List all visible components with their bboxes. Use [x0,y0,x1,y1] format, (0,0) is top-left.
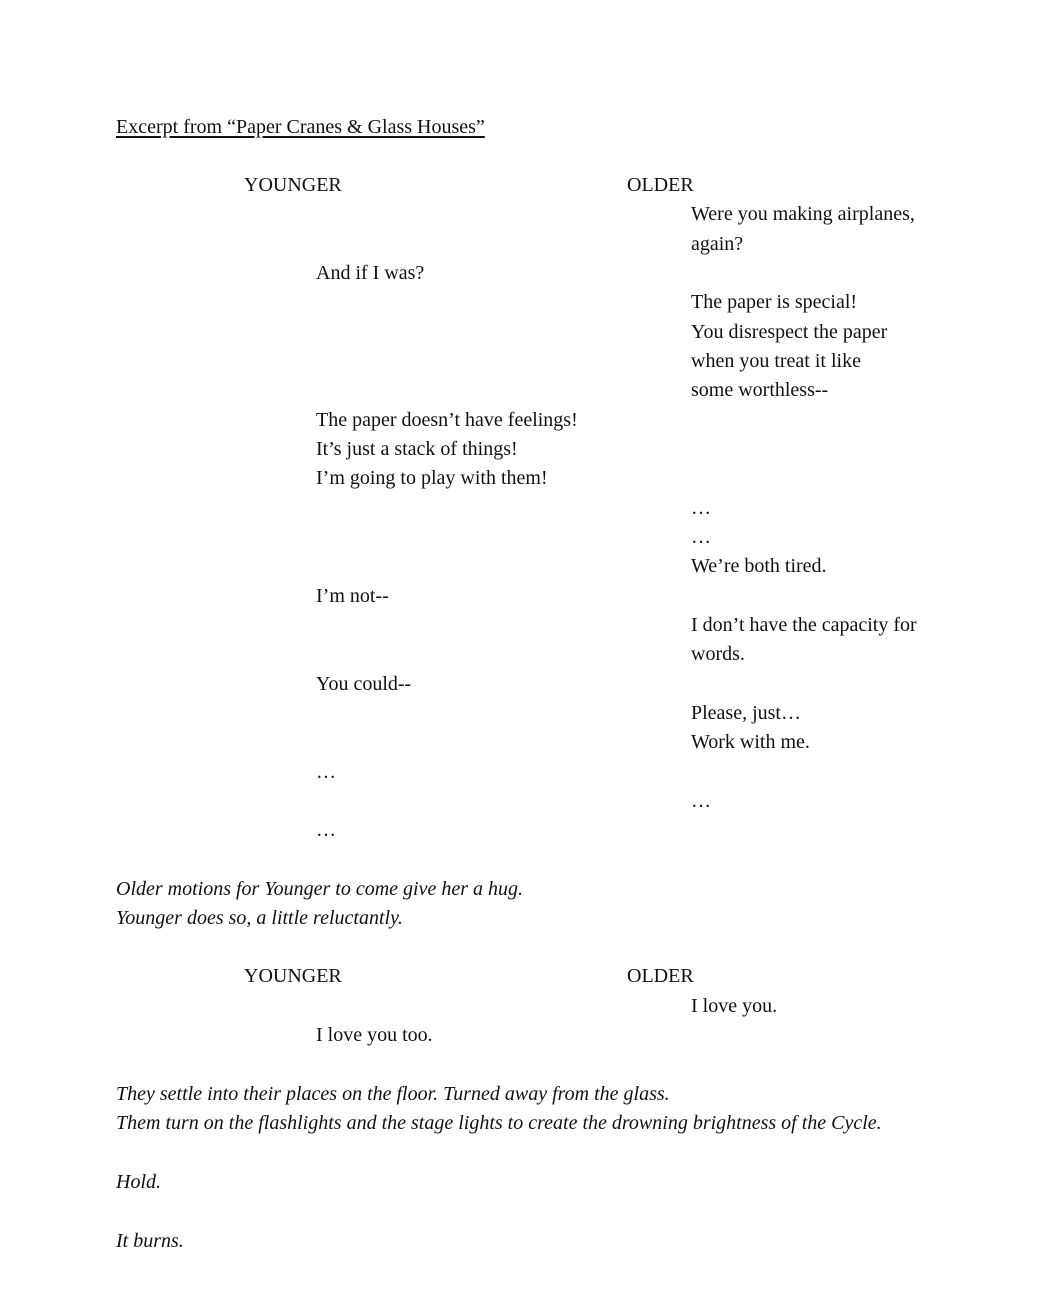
younger-line: I love you too. [316,1024,433,1046]
younger-line: I’m going to play with them! [316,467,548,489]
character-younger: YOUNGER [244,965,342,987]
character-younger: YOUNGER [244,174,342,196]
younger-line: … [316,761,336,783]
stage-direction: They settle into their places on the floor. Turned away from the glass. [116,1083,670,1105]
older-line: Work with me. [691,731,810,753]
older-line: words. [691,643,745,665]
older-line: The paper is special! [691,291,858,313]
younger-line: It’s just a stack of things! [316,438,518,460]
older-line: We’re both tired. [691,555,827,577]
stage-direction: Younger does so, a little reluctantly. [116,907,403,929]
younger-line: And if I was? [316,262,425,284]
older-line: when you treat it like [691,350,861,372]
older-line: … [691,526,711,548]
younger-line: I’m not-- [316,585,389,607]
older-line: You disrespect the paper [691,321,888,343]
older-line: Please, just… [691,702,801,724]
younger-line: You could-- [316,673,412,695]
character-older: OLDER [627,965,694,987]
stage-direction: Them turn on the flashlights and the stage lights to create the drowning brightness of the Cycle. [116,1112,882,1134]
older-line: … [691,790,711,812]
older-line: … [691,497,711,519]
stage-direction-hold: Hold. [116,1171,161,1193]
younger-line: The paper doesn’t have feelings! [316,409,578,431]
older-line: I don’t have the capacity for [691,614,917,636]
younger-line: … [316,819,336,841]
stage-direction-burns: It burns. [116,1230,184,1252]
older-line: Were you making airplanes, [691,203,915,225]
excerpt-title: Excerpt from “Paper Cranes & Glass Houses” [116,116,485,138]
older-line: again? [691,233,744,255]
older-line: I love you. [691,995,778,1017]
stage-direction: Older motions for Younger to come give her a hug. [116,878,524,900]
character-older: OLDER [627,174,694,196]
older-line: some worthless-- [691,379,829,401]
